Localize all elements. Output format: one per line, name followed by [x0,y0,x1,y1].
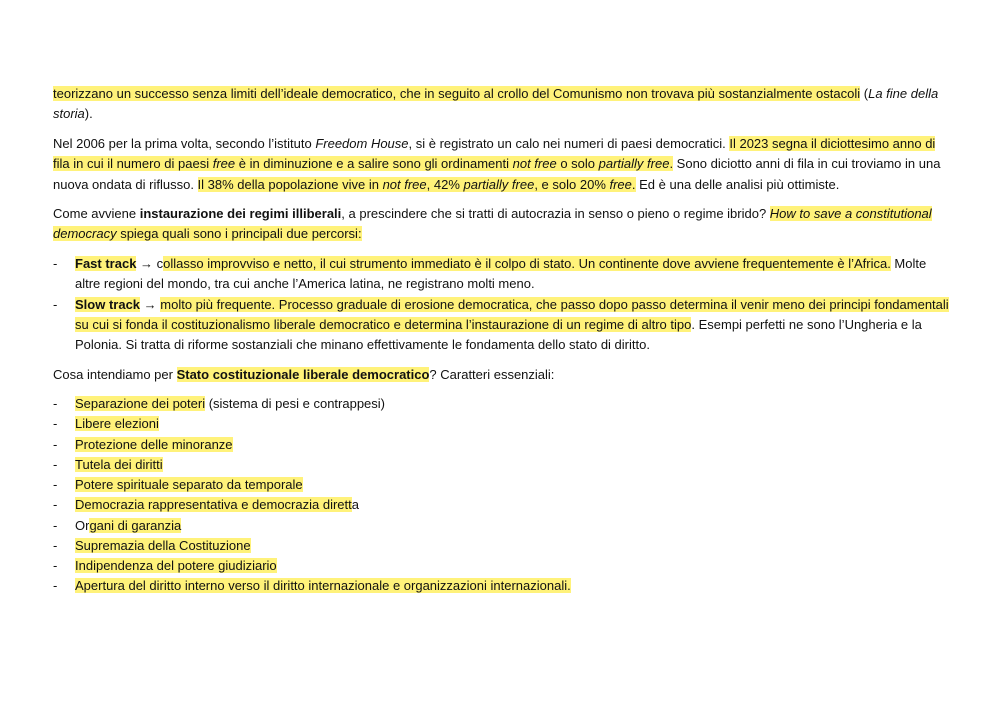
tracks-list [53,254,953,356]
list-item [53,475,953,495]
text: , 42% [426,176,464,192]
list-dash: - [53,557,58,573]
text: . [631,176,636,192]
track-label: Slow track [75,296,141,312]
highlighted-text: molto più frequente. Processo graduale di erosione democratica, che passo dopo passo determina il venir meno dei principi fondamentali su cui si fonda il costituzionalismo liberale democratico e determina l’instaurazione di un regime di altro tipo [75,296,949,333]
text: ). [84,106,93,122]
term-free: free [609,176,632,192]
list-dash: - [53,517,58,533]
list-dash: - [53,296,58,312]
list-dash: - [53,436,58,452]
paragraph-end-of-history [53,84,953,125]
text: . [669,156,674,172]
text: , si è registrato un calo nei numeri di paesi democratici. [408,135,730,151]
highlighted-text: Separazione dei poteri [75,396,206,412]
list-item [53,516,953,536]
text: ? Caratteri essenziali: [429,366,555,382]
highlighted-text: Apertura del diritto interno verso il diritto internazionale e organizzazioni internazionali. [75,578,571,594]
bold-term: instaurazione dei regimi illiberali [139,206,342,222]
book-title: La fine della storia [53,86,939,122]
text: (sistema di pesi e contrappesi) [205,396,386,412]
text: , e solo 20% [534,176,610,192]
arrow: → [140,296,161,312]
list-item [53,455,953,475]
term-free: free [212,156,236,172]
list-dash: - [53,477,58,493]
list-item-fast-track [53,254,953,295]
term-partially-free: partially free [463,176,535,192]
book-title: How to save a constitutional democracy [53,206,932,242]
list-item [53,556,953,576]
list-item [53,495,953,515]
text: Ed è una delle analisi più ottimiste. [635,176,840,192]
paragraph-illiberal-regimes [53,204,953,245]
list-item [53,536,953,556]
highlighted-text: Supremazia della Costituzione [75,537,251,553]
text: Come avviene [53,206,140,222]
list-item [53,576,953,596]
features-list [53,394,953,596]
highlighted-text: Protezione delle minoranze [75,436,233,452]
bold-highlighted-term: Stato costituzionale liberale democratico [176,366,430,382]
highlighted-text: teorizzano un successo senza limiti dell’ideale democratico, che in seguito al crollo del Comunismo non trovava più sostanzialmente ostacoli [53,86,861,101]
highlighted-text [198,177,636,192]
list-dash: - [53,396,58,412]
text: Sono diciotto anni di fila in cui troviamo in una nuova ondata di riflusso. [53,156,941,192]
text: Or [75,517,90,533]
list-item [53,394,953,414]
list-dash: - [53,578,58,594]
text: Molte altre regioni del mondo, tra cui anche l’America latina, ne registrano molti meno. [75,255,927,292]
highlighted-text: Indipendenza del potere giudiziario [75,557,277,573]
term-not-free: not free [512,156,557,172]
text: Cosa intendiamo per [53,366,177,382]
highlighted-text: Libere elezioni [75,416,159,432]
text: , a prescindere che si tratti di autocrazia in senso o pieno o regime ibrido? [341,206,770,222]
list-dash: - [53,255,58,271]
list-dash: - [53,416,58,432]
text: è in diminuzione e a salire sono gli ordinamenti [235,156,513,172]
institute-name: Freedom House [315,135,409,151]
highlighted-text: Tutela dei diritti [75,456,163,472]
list-dash: - [53,537,58,553]
list-item [53,414,953,434]
term-partially-free: partially free [598,156,670,172]
paragraph-essential-features [53,365,953,385]
text: o solo [556,156,599,172]
highlighted-text: gani di garanzia [89,517,182,533]
text: c [156,255,164,271]
paragraph-freedom-house [53,134,953,195]
highlighted-text: ollasso improvviso e netto, il cui strumento immediato è il colpo di stato. Un continente dove avviene frequentemente è l’Africa. [163,255,891,271]
list-dash: - [53,456,58,472]
document-body [53,84,953,605]
text: Il 2023 segna il diciottesimo anno di fila in cui il numero di paesi [53,135,936,172]
arrow: → [136,255,157,271]
list-dash: - [53,497,58,513]
text: spiega quali sono i principali due percorsi: [116,226,362,242]
track-label: Fast track [75,255,137,271]
list-item-slow-track [53,295,953,356]
highlighted-text: Democrazia rappresentativa e democrazia dirett [75,497,352,513]
text: ( [860,86,869,101]
list-item [53,435,953,455]
text: a [351,497,359,513]
text: Nel 2006 per la prima volta, secondo l’istituto [53,135,316,151]
highlighted-text: Potere spirituale separato da temporale [75,477,303,493]
text: . Esempi perfetti ne sono l’Ungheria e la Polonia. Si tratta di riforme sostanziali che minano effettivamente le fondamenta dello stato di diritto. [75,317,922,353]
term-not-free: not free [382,176,427,192]
text: Il 38% della popolazione vive in [197,176,383,192]
